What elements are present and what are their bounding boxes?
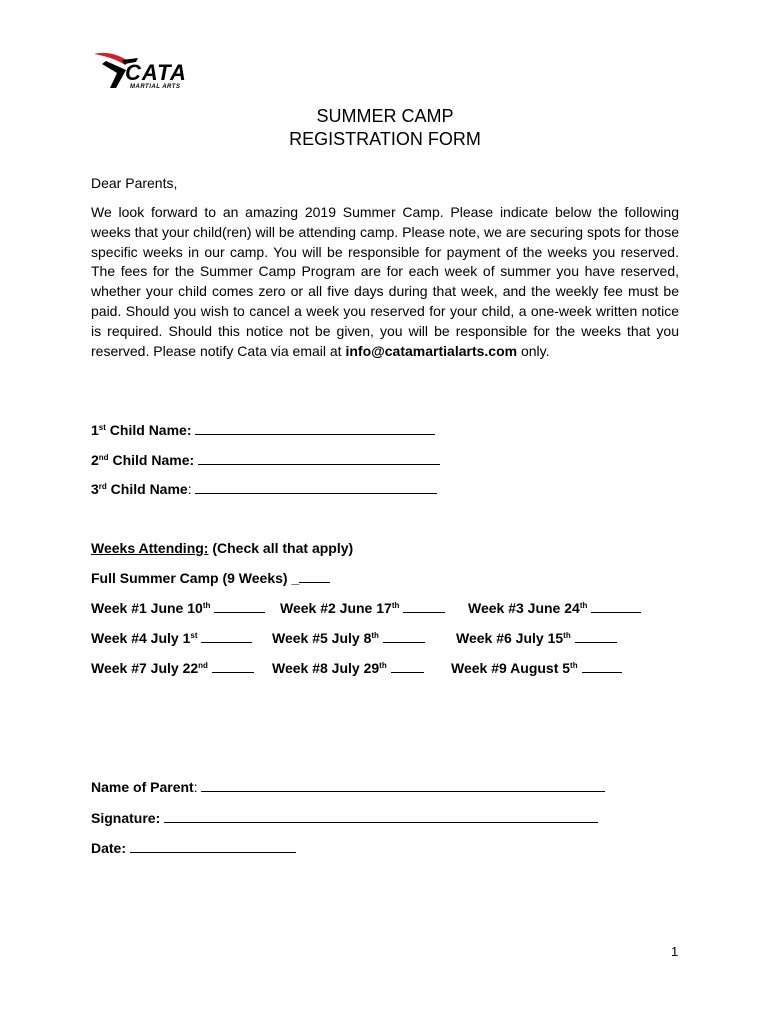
child-ordinal: st [98, 423, 106, 432]
week-option [456, 629, 617, 646]
child-name-row [91, 451, 440, 468]
parent-name-row [91, 778, 605, 795]
full-camp-checkbox-line[interactable] [299, 569, 330, 583]
page-number: 1 [671, 944, 679, 959]
week-ordinal: th [379, 661, 387, 670]
contact-email: info@catamartialarts.com [345, 342, 518, 359]
child-name-label: Child Name [106, 481, 188, 497]
child-name-row [91, 421, 435, 438]
parent-name-colon: : [193, 779, 198, 795]
week-label: Week #2 June 17 [280, 600, 392, 616]
intro-text: We look forward to an amazing 2019 Summer Camp. Please indicate below the following weeks that your child(ren) will be attending camp. Please note, we are securing spots for those specific weeks in our camp. You will be responsible for payment of the weeks you reserved. The fees for the Summer Camp Program are for each week of summer you have reserved, whether your child comes zero or all five days during that week, and the weekly fee must be paid. Should you wish to cancel a week you reserved for your child, a one-week written notice is required. Should this notice not be given, you will be responsible for the weeks that you reserved. Please notify Cata via email at [91, 204, 679, 359]
week-checkbox-line[interactable] [403, 599, 445, 613]
weeks-instruction: (Check all that apply) [208, 540, 354, 556]
child-name-label: Child Name: [105, 422, 192, 438]
week-checkbox-line[interactable] [383, 629, 425, 643]
week-label: Week #4 July 1 [91, 630, 191, 646]
week-ordinal: th [579, 601, 588, 610]
weeks-heading: Weeks Attending: [91, 540, 209, 556]
week-ordinal: th [202, 601, 211, 610]
child-name-field[interactable] [198, 451, 440, 465]
parent-name-label: Name of Parent [91, 779, 194, 795]
week-option [272, 659, 424, 676]
date-row [91, 839, 296, 856]
full-camp-row [91, 569, 330, 586]
week-label: Week #5 July 8 [272, 630, 372, 646]
child-number: 1 [91, 422, 99, 438]
week-ordinal: th [563, 631, 571, 640]
week-label: Week #7 July 22 [91, 660, 199, 676]
child-number: 3 [91, 481, 99, 497]
child-name-field[interactable] [195, 421, 435, 435]
week-option [91, 659, 254, 676]
week-ordinal: th [570, 661, 578, 670]
intro-after: only. [517, 342, 550, 359]
week-checkbox-line[interactable] [591, 599, 641, 613]
child-ordinal: nd [98, 453, 109, 462]
week-ordinal: nd [198, 661, 208, 670]
week-checkbox-line[interactable] [212, 659, 254, 673]
date-field[interactable] [130, 839, 296, 853]
week-option [91, 599, 265, 616]
child-number: 2 [91, 452, 99, 468]
week-label: Week #3 June 24 [468, 600, 580, 616]
signature-row [91, 809, 598, 826]
week-label: Week #6 July 15 [456, 630, 564, 646]
week-ordinal: th [371, 631, 379, 640]
date-label: Date: [91, 840, 127, 856]
child-name-colon: : [187, 481, 192, 497]
child-name-field[interactable] [195, 480, 437, 494]
logo-subtitle: MARTIAL ARTS [130, 84, 181, 90]
week-option [451, 659, 622, 676]
week-option [91, 629, 252, 646]
week-option [280, 599, 445, 616]
week-ordinal: th [391, 601, 400, 610]
full-camp-label: Full Summer Camp (9 Weeks) _ [91, 570, 300, 586]
cata-logo [92, 48, 200, 98]
weeks-heading-row [91, 540, 353, 556]
signature-field[interactable] [164, 809, 598, 823]
signature-label: Signature: [91, 810, 161, 826]
week-ordinal: st [190, 631, 198, 640]
week-checkbox-line[interactable] [391, 659, 424, 673]
week-checkbox-line[interactable] [582, 659, 622, 673]
week-checkbox-line[interactable] [201, 629, 252, 643]
child-name-row [91, 480, 437, 497]
page-title-line2: REGISTRATION FORM [289, 129, 481, 149]
week-checkbox-line[interactable] [575, 629, 617, 643]
child-ordinal: rd [98, 482, 107, 491]
page-title-line1: SUMMER CAMP [316, 106, 454, 126]
week-checkbox-line[interactable] [214, 599, 265, 613]
week-label: Week #9 August 5 [451, 660, 571, 676]
week-label: Week #1 June 10 [91, 600, 203, 616]
week-label: Week #8 July 29 [272, 660, 380, 676]
parent-name-field[interactable] [201, 778, 605, 792]
week-option [468, 599, 641, 616]
week-option [272, 629, 425, 646]
child-name-label: Child Name: [108, 452, 195, 468]
greeting: Dear Parents, [91, 175, 178, 191]
logo-wordmark: CATA [125, 60, 187, 85]
intro-paragraph [91, 203, 679, 361]
